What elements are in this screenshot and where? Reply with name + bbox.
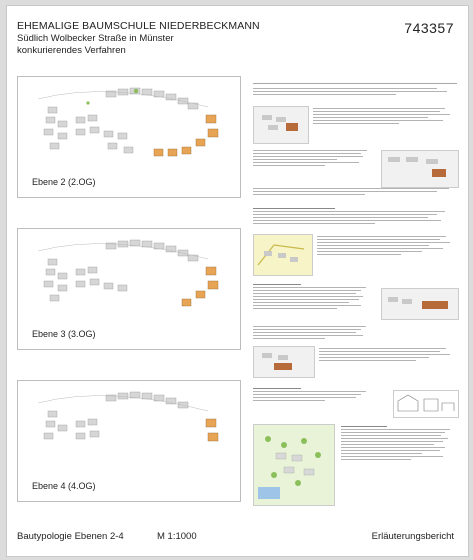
- context-plan-figure: [253, 106, 309, 144]
- report-text-block: [317, 236, 457, 257]
- report-text-block: [313, 108, 457, 126]
- report-text-block: [253, 208, 457, 226]
- report-text-block: [253, 326, 373, 341]
- access-plan-figure: [253, 234, 313, 276]
- explanatory-report: [253, 76, 457, 516]
- report-text-block: [253, 150, 373, 168]
- entry-number: 743357: [404, 20, 454, 36]
- footer-report-title: Erläuterungsbericht: [371, 531, 454, 542]
- level-plan-panel: [17, 228, 241, 350]
- elevation-drawing: [393, 390, 459, 418]
- report-intro-text: [253, 88, 457, 97]
- level-label: Ebene 4 (4.OG): [32, 481, 96, 491]
- street-plan-figure: [381, 288, 459, 320]
- courtyard-plan-figure: [253, 346, 315, 378]
- project-subtitle: Südlich Wolbecker Straße in Münster: [17, 33, 174, 44]
- report-text-block: [253, 284, 373, 311]
- report-text-block: [253, 388, 373, 403]
- report-heading-rule: [253, 76, 457, 84]
- level-label: Ebene 3 (3.OG): [32, 329, 96, 339]
- site-diagram-figure: [381, 150, 459, 188]
- footer-scale: M 1:1000: [157, 531, 197, 542]
- level-plan-panel: [17, 76, 241, 198]
- report-text-block: [341, 426, 457, 462]
- level-label: Ebene 2 (2.OG): [32, 177, 96, 187]
- project-title: EHEMALIGE BAUMSCHULE NIEDERBECKMANN: [17, 20, 260, 32]
- open-space-plan-figure: [253, 424, 335, 506]
- level-plan-panel: [17, 380, 241, 502]
- report-text-block: [319, 348, 457, 363]
- report-text-block: [253, 188, 457, 197]
- footer-typology: Bautypologie Ebenen 2-4: [17, 531, 124, 542]
- procedure-label: konkurierendes Verfahren: [17, 45, 126, 56]
- poster-sheet: [6, 5, 469, 557]
